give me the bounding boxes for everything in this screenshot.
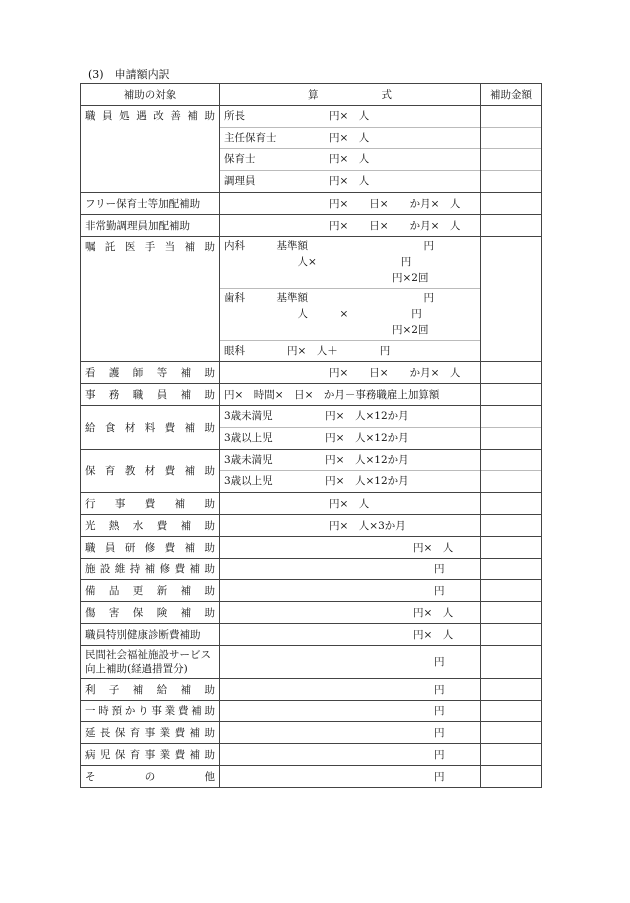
amount-cell[interactable] (481, 449, 542, 493)
formula-cell: 円× 時間× 日× か月－事務職雇上加算額 (220, 384, 481, 406)
formula-cell: 円× 日× か月× 人 (220, 362, 481, 384)
formula-line: 3歳以上児 円× 人×12か月 (220, 470, 480, 492)
row-label: 施設維持補修費補助 (81, 558, 220, 580)
row-label: 職員処遇改善補助 (81, 105, 220, 192)
amount-cell[interactable] (481, 765, 542, 787)
formula-cell: 円× 人 (220, 493, 481, 515)
formula-cell (220, 449, 481, 493)
formula-line: 3歳以上児 円× 人×12か月 (220, 427, 480, 449)
row-label: 非常勤調理員加配補助 (81, 214, 220, 236)
formula-cell: 円× 日× か月× 人 (220, 214, 481, 236)
formula-cell: 円× 人×3か月 (220, 514, 481, 536)
formula-line: 主任保育士 円× 人 (220, 127, 480, 149)
formula-cell: 円 (220, 722, 481, 744)
amount-cell[interactable] (481, 623, 542, 645)
table-row (81, 765, 542, 787)
table-row (81, 449, 542, 493)
row-label: 保育教材費補助 (81, 449, 220, 493)
table-row (81, 700, 542, 722)
amount-cell[interactable] (481, 645, 542, 678)
table-row (81, 722, 542, 744)
formula-line: 保育士 円× 人 (220, 148, 480, 170)
row-label: 延長保育事業費補助 (81, 722, 220, 744)
table-row (81, 602, 542, 624)
amount-cell[interactable] (481, 493, 542, 515)
row-label: 民間社会福祉施設サービス向上補助(経過措置分) (81, 645, 220, 678)
table-row (81, 214, 542, 236)
table-row (81, 645, 542, 678)
table-row (81, 384, 542, 406)
row-label: 備品更新補助 (81, 580, 220, 602)
formula-cell (220, 236, 481, 362)
row-label: 職員研修費補助 (81, 536, 220, 558)
table-row (81, 536, 542, 558)
table-row (81, 236, 542, 362)
amount-cell[interactable] (481, 700, 542, 722)
header-row (81, 84, 542, 106)
table-row (81, 623, 542, 645)
formula-block-dental: 歯科 基準額 円 人 × 円 円×2回 (220, 288, 480, 340)
formula-cell: 円× 人 (220, 536, 481, 558)
row-label: 職員特別健康診断費補助 (81, 623, 220, 645)
header-amount: 補助金額 (481, 84, 542, 106)
header-formula: 算 式 (220, 84, 481, 106)
amount-cell[interactable] (481, 405, 542, 449)
table-row (81, 580, 542, 602)
row-label: 看護師等補助 (81, 362, 220, 384)
row-label: 一時預かり事業費補助 (81, 700, 220, 722)
table-row (81, 192, 542, 214)
formula-cell: 円 (220, 678, 481, 700)
amount-cell[interactable] (481, 514, 542, 536)
table-row (81, 362, 542, 384)
amount-cell[interactable] (481, 362, 542, 384)
row-label: 給食材料費補助 (81, 405, 220, 449)
row-label: 傷害保険補助 (81, 602, 220, 624)
row-label: 行事費補助 (81, 493, 220, 515)
formula-line: 3歳未満児 円× 人×12か月 (224, 409, 409, 422)
table-row (81, 105, 542, 192)
amount-cell[interactable] (481, 678, 542, 700)
formula-cell: 円× 人 (220, 623, 481, 645)
table-row (81, 493, 542, 515)
formula-cell (220, 405, 481, 449)
row-label: 光熱水費補助 (81, 514, 220, 536)
formula-cell: 円 (220, 700, 481, 722)
section-heading: (3) 申請額内訳 (88, 68, 170, 81)
amount-cell[interactable] (481, 536, 542, 558)
formula-line: 3歳未満児 円× 人×12か月 (224, 453, 409, 466)
row-label: 嘱託医手当補助 (81, 236, 220, 362)
amount-cell[interactable] (481, 384, 542, 406)
formula-line: 眼科 円× 人＋ 円 (220, 340, 480, 362)
amount-cell[interactable] (481, 744, 542, 766)
table-row (81, 558, 542, 580)
amount-cell[interactable] (481, 192, 542, 214)
header-target: 補助の対象 (81, 84, 220, 106)
row-label: フリー保育士等加配補助 (81, 192, 220, 214)
amount-cell[interactable] (481, 580, 542, 602)
formula-cell (220, 105, 481, 192)
formula-cell: 円 (220, 645, 481, 678)
formula-cell: 円× 日× か月× 人 (220, 192, 481, 214)
amount-cell[interactable] (481, 602, 542, 624)
row-label: その他 (81, 765, 220, 787)
formula-cell: 円 (220, 744, 481, 766)
formula-block-internal: 内科 基準額 円 人× 円 円×2回 (224, 239, 434, 284)
formula-cell: 円 (220, 765, 481, 787)
application-breakdown-table (80, 83, 542, 788)
row-label: 利子補給補助 (81, 678, 220, 700)
amount-cell[interactable] (481, 722, 542, 744)
formula-line: 調理員 円× 人 (220, 170, 480, 192)
amount-cell[interactable] (481, 236, 542, 362)
amount-cell[interactable] (481, 214, 542, 236)
formula-cell: 円 (220, 580, 481, 602)
row-label: 病児保育事業費補助 (81, 744, 220, 766)
table-row (81, 678, 542, 700)
formula-cell: 円× 人 (220, 602, 481, 624)
formula-line: 所長 円× 人 (224, 109, 370, 122)
table-row (81, 514, 542, 536)
amount-cell[interactable] (481, 558, 542, 580)
table-row (81, 744, 542, 766)
formula-cell: 円 (220, 558, 481, 580)
table-row (81, 405, 542, 449)
row-label: 事務職員補助 (81, 384, 220, 406)
amount-cell[interactable] (481, 105, 542, 192)
